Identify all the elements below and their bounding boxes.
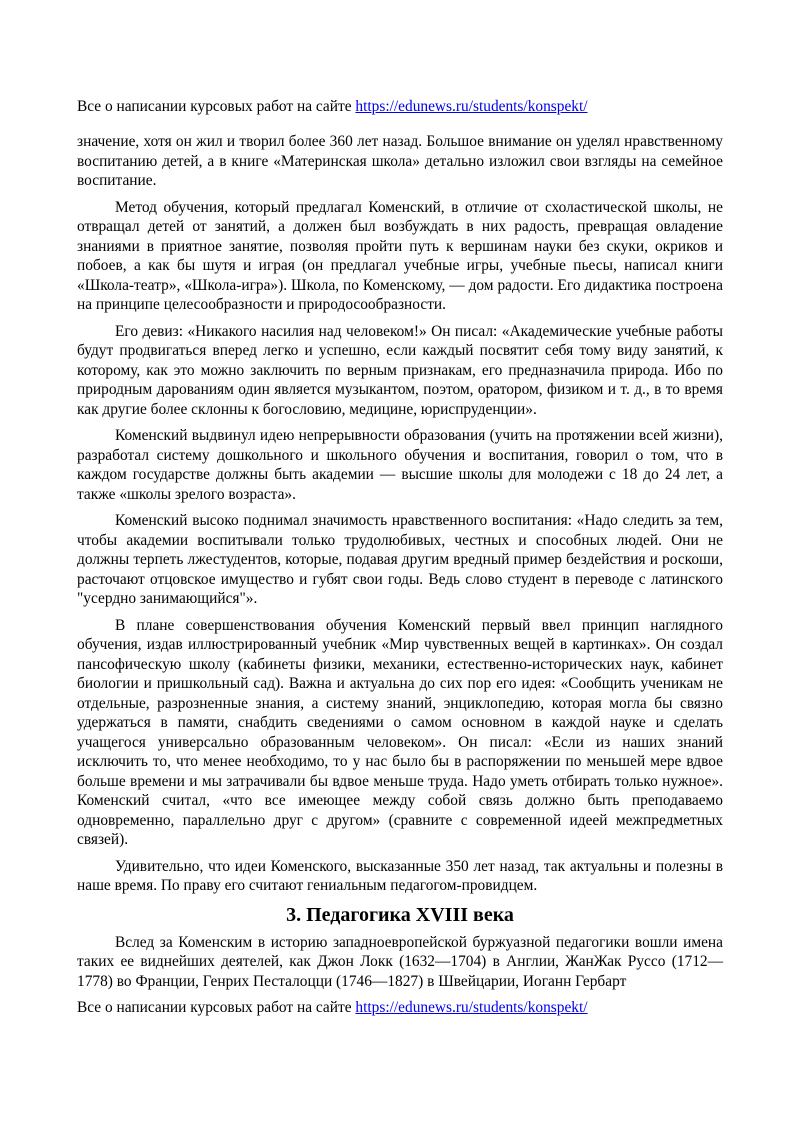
footer-link[interactable]: https://edunews.ru/students/konspekt/ [355, 999, 588, 1016]
section-heading: 3. Педагогика XVIII века [286, 903, 514, 926]
paragraph: В плане совершенствования обучения Коменский первый ввел принцип наглядного обучения, издав иллюстрированный учебник «Мир чувственных вещей в картинках». Он создал пансофическую школу (кабинеты физики, механики, естественно-исторических наук, кабинет биологии и пришкольный сад). Важна и актуальна до сих пор его идея: «Сообщить ученикам не отдельные, разрозненные знания, а систему знаний, энциклопедию, которая могла бы связно удержаться в памяти, снабдить сведениями о самом основном в каждой науке и сделать учащегося универсально образованным человеком». Он писал: «Если из наших знаний исключить то, что менее необходимо, то у нас было бы в распоряжении по меньшей мере вдвое больше времени и мы затрачивали бы вдвое меньше труда. Надо уметь отбирать только нужное». Коменский считал, «что все имеющее между собой связь должно быть преподаваемо одновременно, параллельно друг с другом» (сравните с современной идеей межпредметных связей). [77, 616, 723, 848]
header-link[interactable]: https://edunews.ru/students/konspekt/ [355, 98, 588, 115]
paragraph: Его девиз: «Никакого насилия над человеком!» Он писал: «Академические учебные работы будут продвигаться вперед легко и успешно, если каждый посвятит себя тому виду занятий, к которому, как это можно заключить по верным признакам, его предназначила природа. Ибо по природным дарованиям один является музыкантом, поэтом, оратором, физиком и т. д., в то время как другие более склонны к богословию, медицине, юриспруденции». [77, 322, 723, 418]
paragraph-continuation: значение, хотя он жил и творил более 360 лет назад. Большое внимание он уделял нравственному воспитанию детей, а в книге «Материнская школа» детально изложил свои взгляды на семейное воспитание. [77, 133, 723, 189]
page-footer [77, 998, 723, 1018]
paragraph: Удивительно, что идеи Коменского, высказанные 350 лет назад, так актуальны и полезны в наше время. По праву его считают гениальным педагогом-провидцем. [77, 857, 723, 894]
paragraph: Коменский выдвинул идею непрерывности образования (учить на протяжении всей жизни), разработал систему дошкольного и школьного обучения и воспитания, говорил о том, что в каждом государстве должны быть академии — высшие школы для молодежи с 18 до 24 лет, а также «школы зрелого возраста». [77, 427, 723, 503]
section-paragraph: Вслед за Коменским в историю западноевропейской буржуазной педагогики вошли имена таких ее виднейших деятелей, как Джон Локк (1632—1704) в Англии, ЖанЖак Руссо (1712—1778) во Франции, Генрих Песталоцци (1746—1827) в Швейцарии, Иоганн Гербарт [77, 933, 723, 990]
page-content [77, 132, 723, 998]
footer-text: Все о написании курсовых работ на сайте [77, 999, 356, 1016]
header-text: Все о написании курсовых работ на сайте [77, 98, 356, 115]
paragraph: Метод обучения, который предлагал Коменский, в отличие от схоластической школы, не отвращал детей от занятий, а должен был возбуждать в них радость, превращая овладение знаниями в приятное занятие, позволяя пройти путь к вершинам науки без скуки, окриков и побоев, а как бы шутя и играя (он предлагал учебные игры, учебные пьесы, написал книги «Школа-театр», «Школа-игра»). Школа, по Коменскому, — дом радости. Его дидактика построена на принципе целесообразности и природосообразности. [77, 198, 723, 313]
paragraph: Коменский высоко поднимал значимость нравственного воспитания: «Надо следить за тем, чтобы академии воспитывали только трудолюбивых, честных и способных людей. Они не должны терпеть лжестудентов, которые, подавая другим вредный пример бездействия и роскоши, расточают отцовское имущество и губят свои годы. Ведь слово студент в переводе с латинского "усердно занимающийся"». [77, 512, 723, 607]
page-header [77, 97, 723, 117]
